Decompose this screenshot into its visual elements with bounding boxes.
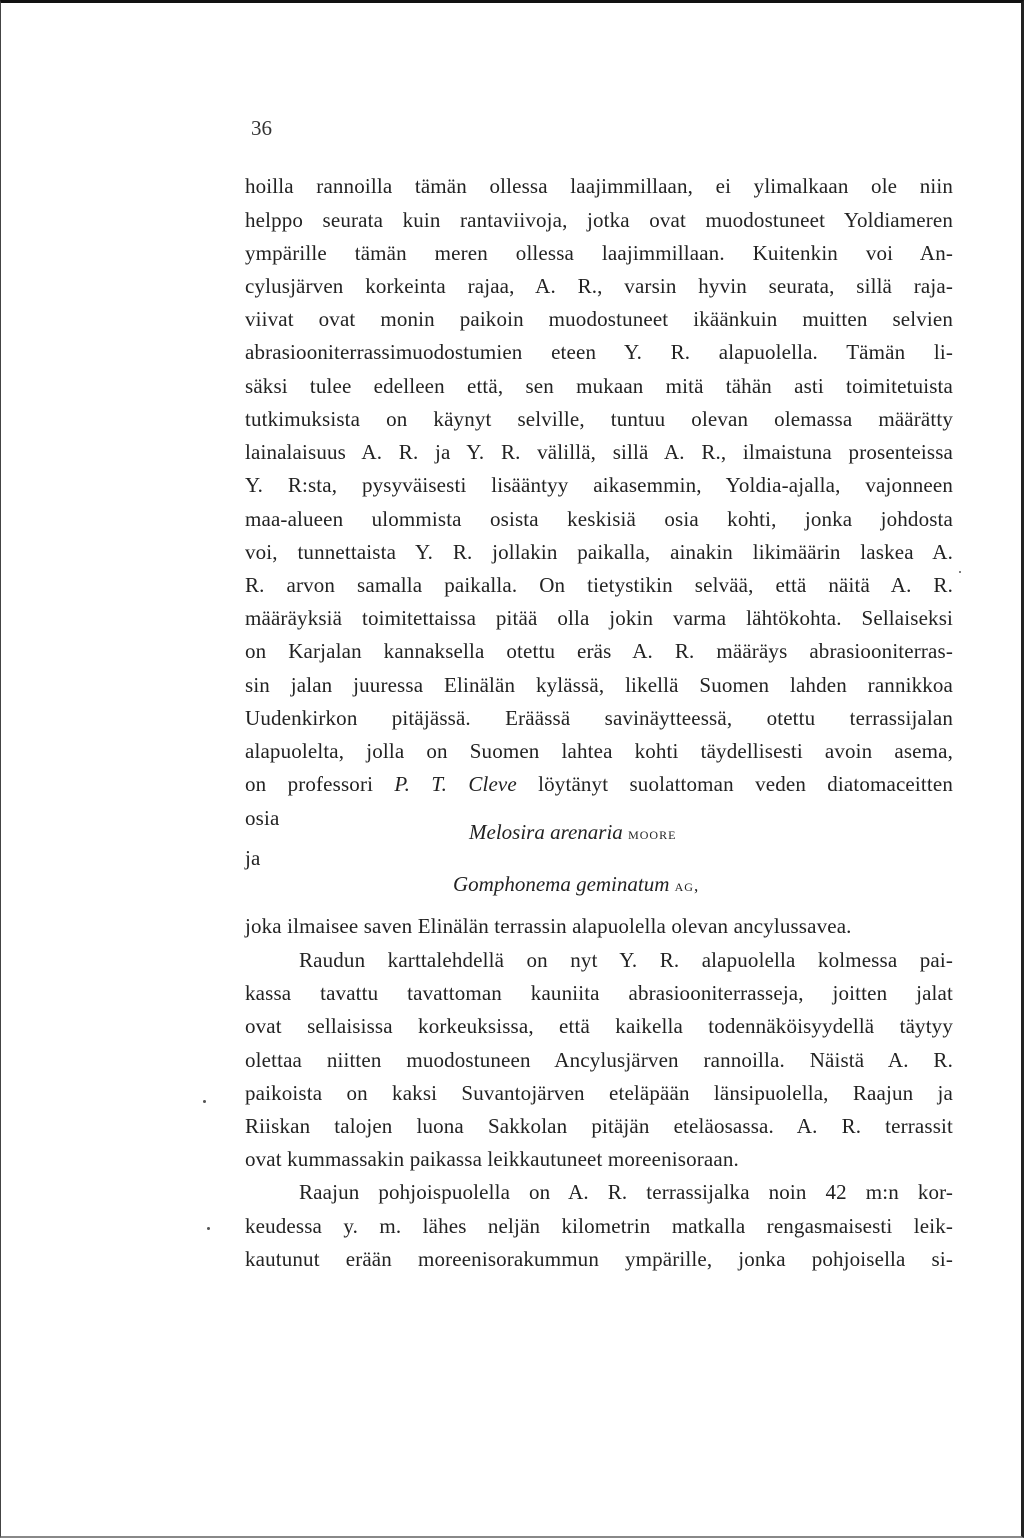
text-line: kautunut erään moreenisorakummun ympärille, jonka pohjoisella si- <box>245 1247 953 1271</box>
scan-speck <box>959 571 961 573</box>
text-line: paikoista on kaksi Suvantojärven eteläpään länsipuolella, Raajun ja <box>245 1081 953 1105</box>
species-latin-name: Melosira arenaria <box>469 820 623 844</box>
page-number: 36 <box>251 116 272 140</box>
text-line: Uudenkirkon pitäjässä. Eräässä savinäytteessä, otettu terrassijalan <box>245 706 953 730</box>
text-line: Raudun karttalehdellä on nyt Y. R. alapuolella kolmessa pai- <box>299 948 953 972</box>
text-line: helppo seurata kuin rantaviivoja, jotka ovat muodostuneet Yoldiameren <box>245 208 953 232</box>
text-line: abrasiooniterrassimuodostumien eteen Y. R. alapuolella. Tämän li- <box>245 340 953 364</box>
text-line: ovat kummassakin paikassa leikkautuneet moreenisoraan. <box>245 1147 739 1171</box>
scan-speck <box>203 1100 206 1103</box>
text-line: määräyksiä toimitettaissa pitää olla jokin varma lähtökohta. Sellaiseksi <box>245 606 953 630</box>
text-line-ja: ja <box>245 846 261 870</box>
text-line: cylusjärven korkeinta rajaa, A. R., varsin hyvin seurata, sillä raja- <box>245 274 953 298</box>
species-latin-name: Gomphonema geminatum <box>453 872 670 896</box>
scan-speck <box>207 1227 210 1230</box>
text-line-cleve <box>245 767 953 801</box>
text-fragment: on professori <box>245 772 395 796</box>
species-author: ag, <box>674 876 700 895</box>
text-line: on Karjalan kannaksella otettu eräs A. R. määräys abrasiooniterras- <box>245 639 953 663</box>
text-line: olettaa niitten muodostuneen Ancylusjärven rannoilla. Näistä A. R. <box>245 1048 953 1072</box>
text-line: viivat ovat monin paikoin muodostuneet ikäänkuin muitten selvien <box>245 307 953 331</box>
text-line: kassa tavattu tavattoman kauniita abrasiooniterrasseja, joitten jalat <box>245 981 953 1005</box>
text-line: voi, tunnettaista Y. R. jollakin paikalla, ainakin likimäärin laskea A. <box>245 540 953 564</box>
text-line: tutkimuksista on käynyt selville, tuntuu olevan olemassa määrätty <box>245 407 953 431</box>
species-author: moore <box>628 824 677 843</box>
text-line: hoilla rannoilla tämän ollessa laajimmillaan, ei ylimalkaan ole niin <box>245 174 953 198</box>
author-name: Cleve <box>468 772 517 796</box>
author-initials: P. T. <box>394 772 448 796</box>
text-line: säksi tulee edelleen että, sen mukaan mitä tähän asti toimitetuista <box>245 374 953 398</box>
text-fragment: löytänyt suolattoman veden diatomaceitten <box>516 772 953 796</box>
text-line: ympärille tämän meren ollessa laajimmillaan. Kuitenkin voi An- <box>245 241 953 265</box>
text-line: keudessa y. m. lähes neljän kilometrin matkalla rengasmaisesti leik- <box>245 1214 953 1238</box>
text-line: maa-alueen ulommista osista keskisiä osia kohti, jonka johdosta <box>245 507 953 531</box>
text-line: joka ilmaisee saven Elinälän terrassin alapuolella olevan ancylussavea. <box>245 914 852 938</box>
text-line: alapuolelta, jolla on Suomen lahtea kohti täydellisesti avoin asema, <box>245 739 953 763</box>
text-line: lainalaisuus A. R. ja Y. R. välillä, sillä A. R., ilmaistuna prosenteissa <box>245 440 953 464</box>
text-line: R. arvon samalla paikalla. On tietystikin selvää, että näitä A. R. <box>245 573 953 597</box>
text-line: Raajun pohjoispuolella on A. R. terrassijalka noin 42 m:n kor- <box>299 1180 953 1204</box>
text-line: sin jalan juuressa Elinälän kylässä, likellä Suomen lahden rannikkoa <box>245 673 953 697</box>
text-line: Riiskan talojen luona Sakkolan pitäjän eteläosassa. A. R. terrassit <box>245 1114 953 1138</box>
text-line: ovat sellaisissa korkeuksissa, että kaikella todennäköisyydellä täytyy <box>245 1014 953 1038</box>
text-line: osia <box>245 806 280 830</box>
text-line: Y. R:sta, pysyväisesti lisääntyy aikasemmin, Yoldia-ajalla, vajonneen <box>245 473 953 497</box>
species-name-gomphonema <box>453 867 699 903</box>
